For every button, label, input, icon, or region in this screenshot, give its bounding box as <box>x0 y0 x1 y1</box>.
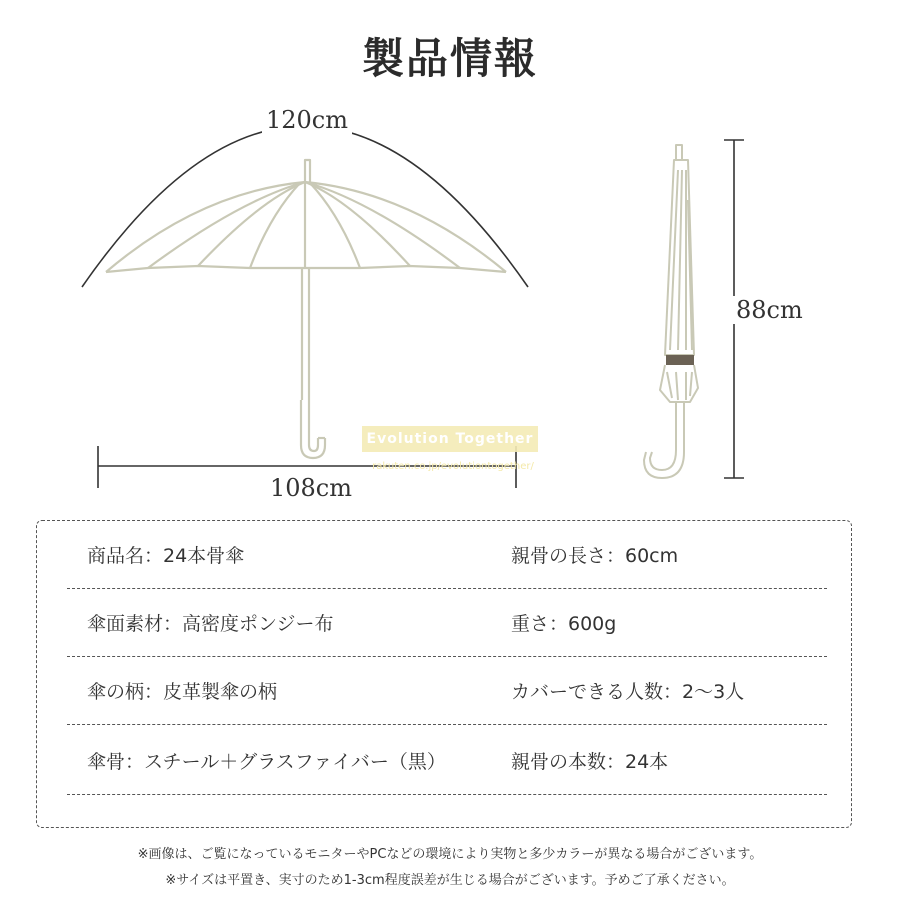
closed-umbrella-band <box>666 355 694 365</box>
spec-name: 傘の柄：皮革製傘の柄 <box>87 681 278 703</box>
page-title: 製品情報 <box>361 34 538 83</box>
closed-umbrella-icon <box>644 145 698 478</box>
spec-row <box>67 521 827 589</box>
disclaimer-notes <box>0 842 900 894</box>
spec-name: 傘面素材：高密度ポンジー布 <box>87 613 334 635</box>
height-label: 88cm <box>732 296 807 324</box>
spec-table <box>36 520 852 828</box>
spec-name: 商品名：24本骨傘 <box>87 545 245 567</box>
spec-value: 親骨の長さ：60cm <box>511 545 679 567</box>
watermark-logo: Evolution Together <box>362 426 538 452</box>
note-size: ※サイズは平置き、実寸のため1-3cm程度誤差が生じる場合がございます。予めご了承ください。 <box>165 873 735 888</box>
spec-name: 傘骨：スチール＋グラスファイバー（黒） <box>87 751 446 773</box>
spec-value: カバーできる人数：2〜3人 <box>511 681 745 703</box>
spec-row <box>67 657 827 725</box>
width-label: 108cm <box>266 474 356 502</box>
spec-value: 親骨の本数：24本 <box>511 751 669 773</box>
spec-row <box>67 589 827 657</box>
note-color: ※画像は、ご覧になっているモニターやPCなどの環境により実物と多少カラーが異なる場合がございます。 <box>137 847 763 862</box>
span-label: 120cm <box>262 106 352 134</box>
spec-value: 重さ：600g <box>511 613 617 635</box>
watermark-url: rakuten.co.jp/evolutiontogether/ <box>372 461 534 472</box>
open-umbrella-icon <box>106 160 506 458</box>
spec-row <box>67 727 827 795</box>
